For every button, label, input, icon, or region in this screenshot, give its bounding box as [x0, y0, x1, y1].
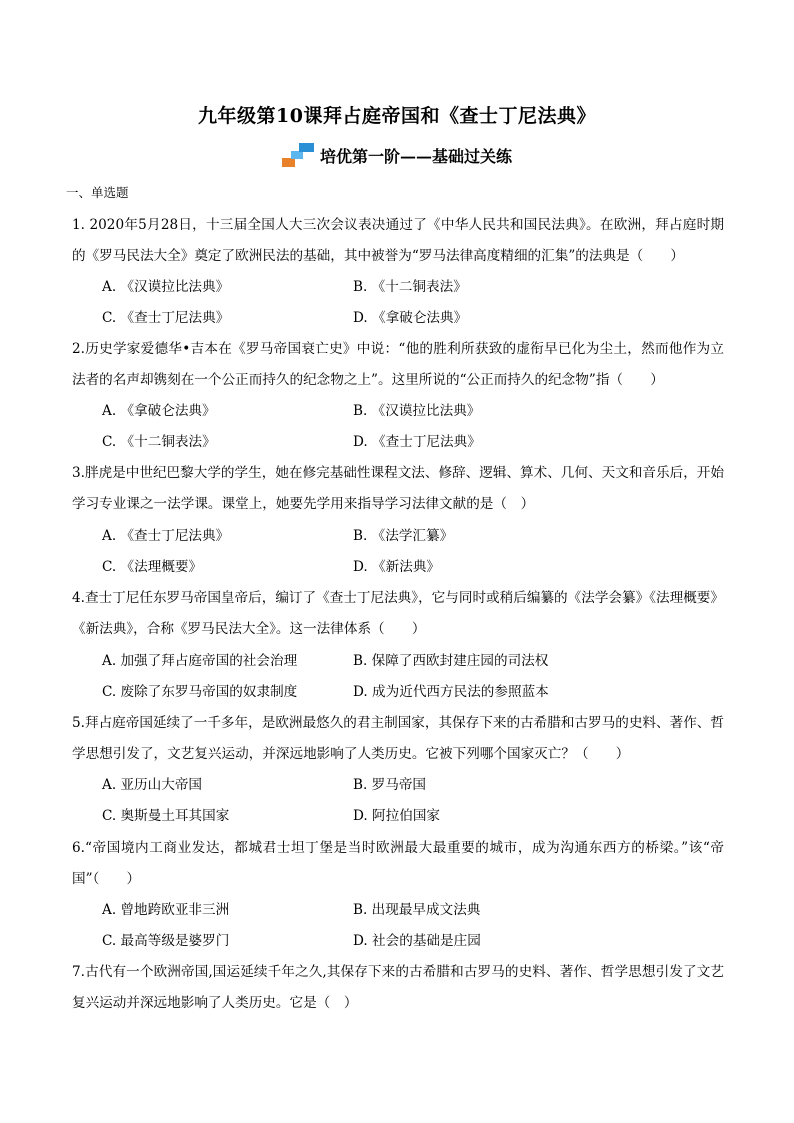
question-3-stem: 3.胖虎是中世纪巴黎大学的学生，她在修完基础性课程文法、修辞、逻辑、算术、几何、天文和音乐后，开始学习专业课之一法学课。课堂上，她要先学用来指导学习法律文献的是（ ） [72, 465, 724, 512]
question-4-options [102, 646, 662, 708]
option-c: C. 最高等级是婆罗门 [102, 933, 230, 949]
option-b: B. 出现最早成文法典 [353, 902, 481, 918]
option-a: A. 《查士丁尼法典》 [102, 528, 230, 544]
option-a: A. 《拿破仑法典》 [102, 403, 216, 419]
question-1-options [102, 272, 662, 334]
option-a: A. 亚历山大帝国 [102, 777, 203, 793]
option-c: C. 奥斯曼土耳其国家 [102, 808, 230, 824]
option-d: D. 《新法典》 [353, 559, 441, 575]
question-2-options [102, 396, 662, 458]
option-c: C. 《十二铜表法》 [102, 434, 216, 450]
section-heading: 一、单选题 [66, 185, 129, 200]
option-b: B. 《十二铜表法》 [353, 279, 467, 295]
option-a: A. 《汉谟拉比法典》 [102, 279, 230, 295]
option-a: A. 加强了拜占庭帝国的社会治理 [102, 653, 298, 669]
question-5-stem: 5.拜占庭帝国延续了一千多年，是欧洲最悠久的君主制国家，其保存下来的古希腊和古罗马的史料、著作、哲学思想引发了，文艺复兴运动，并深远地影响了人类历史。它被下列哪个国家灭亡？（ ） [72, 715, 724, 762]
question-1-stem: 1. 2020年5月28日，十三届全国人大三次会议表决通过了《中华人民共和国民法典》。在欧洲，拜占庭时期的《罗马民法大全》奠定了欧洲民法的基础，其中被誉为“罗马法律高度精细的汇集”的法典是（ ） [72, 217, 724, 264]
option-d: D. 社会的基础是庄园 [353, 933, 481, 949]
subtitle-row [0, 142, 794, 168]
option-a: A. 曾地跨欧亚非三洲 [102, 902, 230, 918]
option-d: D. 成为近代西方民法的参照蓝本 [353, 684, 549, 700]
option-b: B. 《汉谟拉比法典》 [353, 403, 481, 419]
option-d: D. 阿拉伯国家 [353, 808, 441, 824]
stairs-icon [282, 142, 316, 168]
option-c: C. 废除了东罗马帝国的奴隶制度 [102, 684, 298, 700]
option-b: B. 保障了西欧封建庄园的司法权 [353, 653, 549, 669]
option-b: B. 《法学汇纂》 [353, 528, 454, 544]
question-6-stem: 6.“帝国境内工商业发达，都城君士坦丁堡是当时欧洲最大最重要的城市，成为沟通东西方的桥梁。”该“帝国”（ ） [72, 840, 724, 887]
question-3-options [102, 521, 662, 583]
option-c: C. 《查士丁尼法典》 [102, 310, 230, 326]
question-2-stem: 2.历史学家爱德华•吉本在《罗马帝国衰亡史》中说：“他的胜利所获致的虚衔早已化为尘土，然而他作为立法者的名声却镌刻在一个公正而持久的纪念物之上”。这里所说的“公正而持久的纪念物”指（ ） [72, 341, 724, 388]
question-7-stem: 7.古代有一个欧洲帝国,国运延续千年之久,其保存下来的古希腊和古罗马的史料、著作、哲学思想引发了文艺复兴运动并深远地影响了人类历史。它是（ ） [72, 964, 724, 1011]
option-d: D. 《查士丁尼法典》 [353, 434, 481, 450]
page-title: 九年级第10课拜占庭帝国和《查士丁尼法典》 [198, 105, 596, 127]
option-c: C. 《法理概要》 [102, 559, 203, 575]
question-4-stem: 4.查士丁尼任东罗马帝国皇帝后，编订了《查士丁尼法典》，它与同时或稍后编纂的《法学会纂》《法理概要》《新法典》，合称《罗马民法大全》。这一法律体系（ ） [72, 590, 724, 637]
option-b: B. 罗马帝国 [353, 777, 427, 793]
question-5-options [102, 770, 662, 832]
page-subtitle: 培优第一阶——基础过关练 [319, 146, 512, 166]
question-6-options [102, 895, 662, 957]
option-d: D. 《拿破仑法典》 [353, 310, 468, 326]
